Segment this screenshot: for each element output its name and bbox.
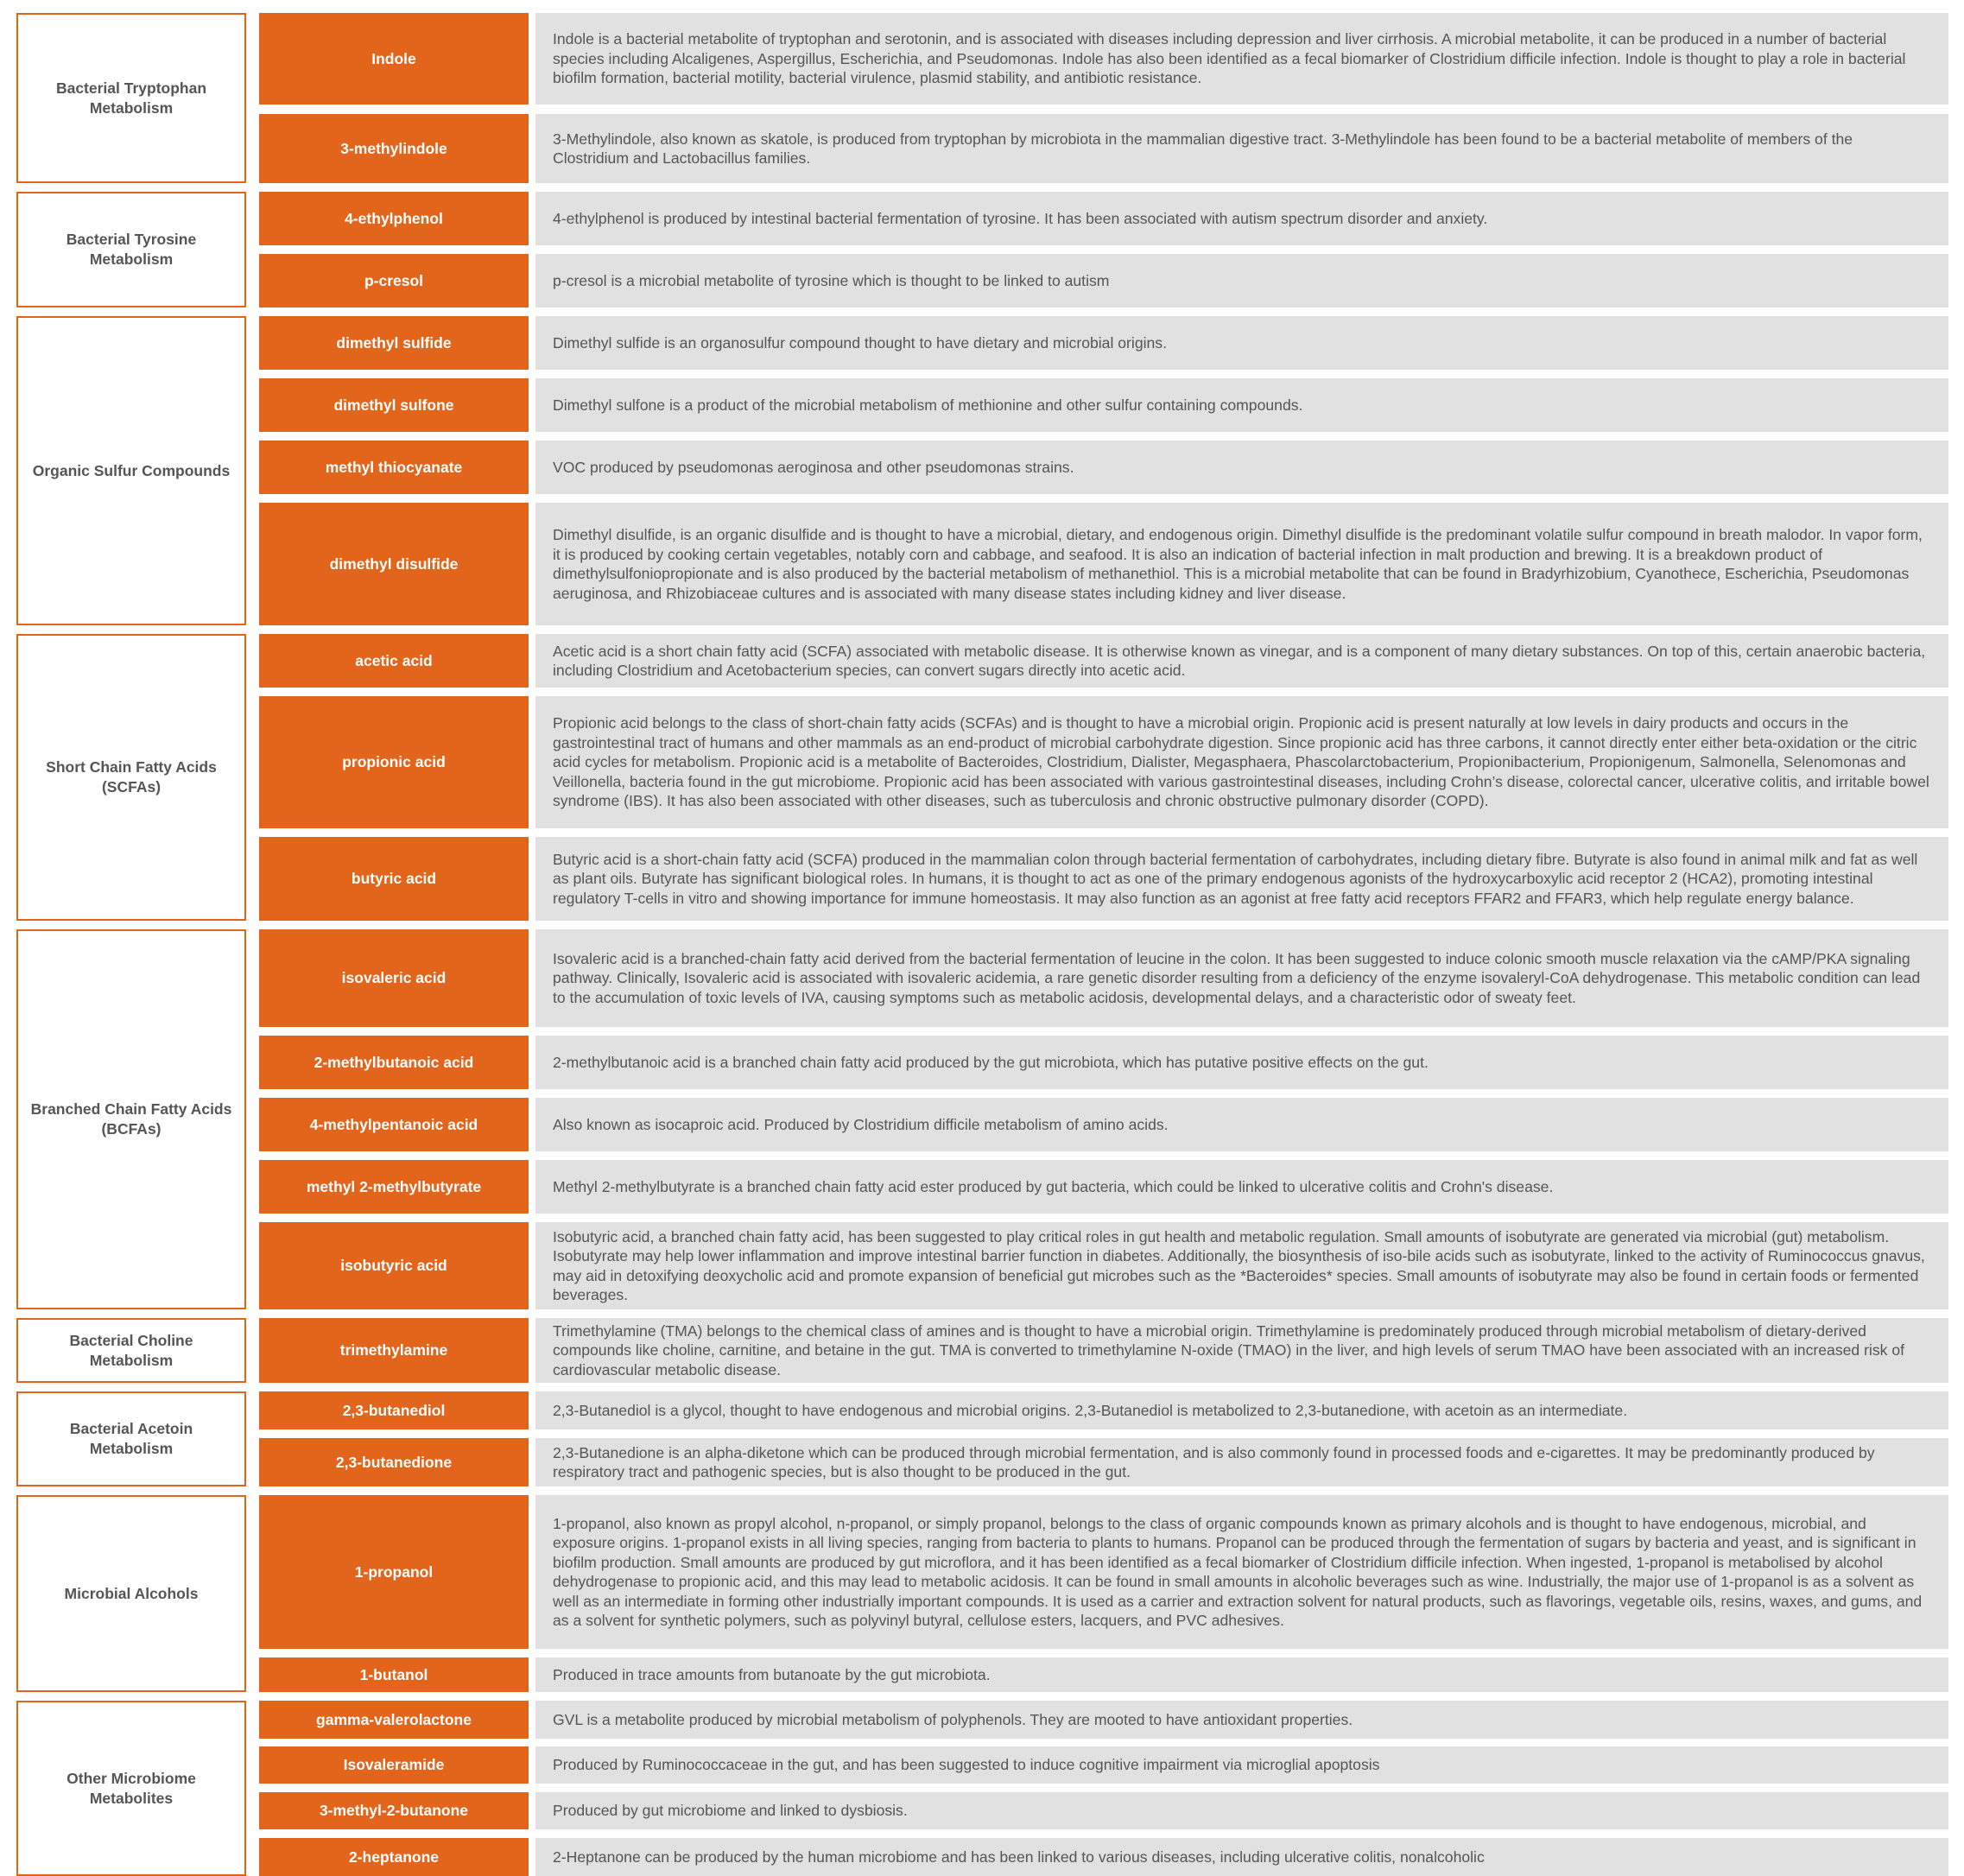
category-cell: Bacterial Tryptophan Metabolism	[16, 13, 246, 183]
compound-description-text: 2-Heptanone can be produced by the human microbiome and has been linked to various diseases, including ulcerative colitis, nonalcoholic	[553, 1847, 1485, 1866]
compound-name-cell: 2,3-butanediol	[259, 1391, 529, 1429]
compound-description-text: Dimethyl sulfone is a product of the microbial metabolism of methionine and other sulfur containing compounds.	[553, 396, 1303, 414]
compound-description-text: Methyl 2-methylbutyrate is a branched chain fatty acid ester produced by gut bacteria, which could be linked to ulcerative colitis and Crohn's disease.	[553, 1177, 1554, 1195]
compound-description-cell	[535, 1098, 1948, 1151]
compound-description-cell	[535, 929, 1948, 1027]
compound-name-cell: dimethyl disulfide	[259, 503, 529, 625]
compound-name-cell: isovaleric acid	[259, 929, 529, 1027]
compound-name-cell: isobutyric acid	[259, 1222, 529, 1309]
compound-name-cell: methyl thiocyanate	[259, 440, 529, 494]
compound-description-cell	[535, 378, 1948, 432]
compound-name-cell: 2-methylbutanoic acid	[259, 1036, 529, 1089]
compound-description-cell	[535, 13, 1948, 105]
compound-name-cell: methyl 2-methylbutyrate	[259, 1160, 529, 1214]
compound-name-cell: Isovaleramide	[259, 1746, 529, 1784]
category-cell: Bacterial Choline Metabolism	[16, 1318, 246, 1383]
compound-name-cell: dimethyl sulfide	[259, 316, 529, 370]
category-cell: Short Chain Fatty Acids (SCFAs)	[16, 634, 246, 921]
compound-description-text: 2-methylbutanoic acid is a branched chain fatty acid produced by the gut microbiota, which has putative positive effects on the gut.	[553, 1053, 1429, 1071]
compound-description-text: 2,3-Butanediol is a glycol, thought to have endogenous and microbial origins. 2,3-Butanediol is metabolized to 2,3-butanedione, with acetoin as an intermediate.	[553, 1401, 1628, 1419]
compound-description-cell	[535, 254, 1948, 307]
compound-description-cell	[535, 1160, 1948, 1214]
compound-description-cell	[535, 440, 1948, 494]
compound-description-text: 2,3-Butanedione is an alpha-diketone which can be produced through microbial fermentation, and is also commonly found in processed foods and e-cigarettes. It may be predominantly produced by respiratory tract and pathogenic species, but is also thought to be produced in the gut.	[553, 1443, 1875, 1480]
compound-description-cell	[535, 503, 1948, 625]
compound-name-cell: acetic acid	[259, 634, 529, 688]
compound-description-cell	[535, 114, 1948, 183]
compound-description-text: VOC produced by pseudomonas aeroginosa and other pseudomonas strains.	[553, 458, 1074, 476]
compound-description-text: Isobutyric acid, a branched chain fatty acid, has been suggested to play critical roles in gut health and metabolic regulation. Small amounts of isobutyrate are generated via microbial (gut) metabolism. Isobutyrate may help lower inflammation and improve intestinal barrier function in diabetes. Additionally, the biosynthesis of iso-bile acids such as isobutyrate, linked to the activity of Ruminococcus gnavus, may aid in detoxifying deoxycholic acid and promote expansion of beneficial gut microbes such as the *Bacteroides* species. Small amounts of isobutyrate may also be found in certain foods or fermented beverages.	[553, 1227, 1925, 1303]
compound-description-text: p-cresol is a microbial metabolite of tyrosine which is thought to be linked to autism	[553, 271, 1110, 289]
compound-description-text: Dimethyl disulfide, is an organic disulfide and is thought to have a microbial, dietary, and endogenous origin. Dimethyl disulfide is the predominant volatile sulfur compound in breath malodor. In vapor form, it is produced by cooking certain vegetables, notably corn and cabbage, and seafood. It is also an indication of bacterial infection in malt production and brewing. It is a breakdown product of dimethylsulfoniopropionate and is also produced by the bacterial metabolism of methanethiol. This is a microbial metabolite that can be found in Bradyrhizobium, Cyanothece, Escherichia, Pseudomonas aeruginosa, and Rhizobiaceae cultures and is associated with many disease states including kidney and liver disease.	[553, 526, 1923, 602]
category-cell: Bacterial Acetoin Metabolism	[16, 1391, 246, 1486]
compound-description-text: Indole is a bacterial metabolite of tryptophan and serotonin, and is associated with diseases including depression and liver cirrhosis. A microbial metabolite, it can be produced in a number of bacterial species including Alcaligenes, Aspergillus, Escherichia, and Pseudomonas. Indole has also been identified as a fecal biomarker of Clostridium difficile infection. Indole is thought to play a role in bacterial biofilm formation, bacterial motility, bacterial virulence, plasmid stability, and antibiotic resistance.	[553, 30, 1906, 87]
compound-name-cell: trimethylamine	[259, 1318, 529, 1383]
compound-description-text: 3-Methylindole, also known as skatole, is produced from tryptophan by microbiota in the mammalian digestive tract. 3-Methylindole has been found to be a bacterial metabolite of members of the Clostridium and Lactobacillus families.	[553, 130, 1853, 167]
compound-name-cell: 3-methyl-2-butanone	[259, 1792, 529, 1829]
compound-description-text: Acetic acid is a short chain fatty acid (SCFA) associated with metabolic disease. It is otherwise known as vinegar, and is a component of many dietary substances. On top of this, certain anaerobic bacteria, including Clostridium and Acetobacterium species, can convert sugars directly into acetic acid.	[553, 642, 1926, 679]
compound-name-cell: 2,3-butanedione	[259, 1438, 529, 1486]
compound-description-text: Butyric acid is a short-chain fatty acid (SCFA) produced in the mammalian colon through bacterial fermentation of carbohydrates, including dietary fibre. Butyrate is also found in animal milk and fat as well as plant oils. Butyrate has significant biological roles. In humans, it is thought to act as one of the primary endogenous agonists of the hydroxycarboxylic acid receptor 2 (HCA2), promoting intestinal regulatory T-cells in vitro and showing importance for immune homeostasis. It may also function as an agonist at free fatty acid receptors FFAR2 and FFAR3, which help regulate energy balance.	[553, 850, 1918, 907]
compound-description-cell	[535, 1438, 1948, 1486]
compound-description-cell	[535, 634, 1948, 688]
compound-name-cell: p-cresol	[259, 254, 529, 307]
compound-description-text: Produced by Ruminococcaceae in the gut, and has been suggested to induce cognitive impairment via microglial apoptosis	[553, 1756, 1380, 1774]
compound-name-cell: butyric acid	[259, 837, 529, 921]
compound-description-text: Trimethylamine (TMA) belongs to the chemical class of amines and is thought to have a microbial origin. Trimethylamine is predominately produced through microbial metabolism of dietary-derived compounds like choline, carnitine, and betaine in the gut. TMA is converted to trimethylamine N-oxide (TMAO) in the liver, and high levels of serum TMAO have been associated with an increased risk of cardiovascular metabolic disease.	[553, 1321, 1904, 1378]
compound-description-text: 4-ethylphenol is produced by intestinal bacterial fermentation of tyrosine. It has been associated with autism spectrum disorder and anxiety.	[553, 209, 1488, 227]
compound-description-cell	[535, 1222, 1948, 1309]
compound-name-cell: Indole	[259, 13, 529, 105]
compound-description-cell	[535, 1391, 1948, 1429]
category-cell: Microbial Alcohols	[16, 1495, 246, 1692]
compound-description-text: Isovaleric acid is a branched-chain fatty acid derived from the bacterial fermentation of leucine in the colon. It has been suggested to induce colonic smooth muscle relaxation via the cAMP/PKA signaling pathway. Clinically, Isovaleric acid is associated with isovaleric acidemia, a rare genetic disorder resulting from a deficiency of the enzyme isovaleryl-CoA dehydrogenase. This metabolic condition can lead to the accumulation of toxic levels of IVA, causing symptoms such as metabolic acidosis, developmental delays, and a characteristic odor of sweaty feet.	[553, 949, 1921, 1006]
compound-name-cell: 1-propanol	[259, 1495, 529, 1649]
compound-description-cell	[535, 1792, 1948, 1829]
compound-description-text: 1-propanol, also known as propyl alcohol, n-propanol, or simply propanol, belongs to the class of organic compounds known as primary alcohols and is thought to have endogenous, microbial, and exposure origins. 1-propanol exists in all living species, ranging from bacteria to plants to humans. Propanol can be produced through the fermentation of sugars by bacteria and yeast, and is significant in biofilm production. Small amounts are produced by gut microflora, and it has been identified as a fecal biomarker of Clostridium difficile infection. When ingested, 1-propanol is metabolised by alcohol dehydrogenase to propionic acid, and this may lead to metabolic acidosis. It can be found in small amounts in alcoholic beverages such as wine. Industrially, the major use of 1-propanol is as a solvent as well as an intermediate in forming other industrially important compounds. It is used as a carrier and extraction solvent for natural products, such as flavorings, vegetable oils, resins, waxes, and gums, and as a solvent for synthetic polymers, such as polyvinyl butyral, cellulose esters, lacquers, and PVC adhesives.	[553, 1514, 1923, 1629]
compound-description-text: Dimethyl sulfide is an organosulfur compound thought to have dietary and microbial origins.	[553, 333, 1167, 352]
compound-name-cell: propionic acid	[259, 696, 529, 828]
compound-name-cell: 3-methylindole	[259, 114, 529, 183]
compound-description-cell	[535, 837, 1948, 921]
compound-name-cell: 4-methylpentanoic acid	[259, 1098, 529, 1151]
compound-description-cell	[535, 1036, 1948, 1089]
compound-description-cell	[535, 1495, 1948, 1649]
compound-description-cell	[535, 316, 1948, 370]
category-cell: Branched Chain Fatty Acids (BCFAs)	[16, 929, 246, 1309]
compound-description-text: Produced by gut microbiome and linked to dysbiosis.	[553, 1802, 908, 1820]
compound-name-cell: gamma-valerolactone	[259, 1701, 529, 1739]
compound-description-text: Propionic acid belongs to the class of short-chain fatty acids (SCFAs) and is thought to have a microbial origin. Propionic acid is present naturally at low levels in dairy products and occurs in the gastrointestinal tract of humans and other mammals as an end-product of microbial carbohydrate digestion. Since propionic acid has three carbons, it cannot directly enter either beta-oxidation or the citric acid cycles for metabolism. Propionic acid is a metabolite of Bacteroides, Clostridium, Dialister, Megasphaera, Phascolarctobacterium, Propionibacterium, Propionigenum, Salmonella, Selenomonas and Veillonella, bacteria found in the gut microbiome. Propionic acid has been associated with various gastrointestinal diseases, including Crohn’s disease, colorectal cancer, ulcerative colitis, and irritable bowel syndrome (IBS). It has also been associated with other diseases, such as tuberculosis and chronic obstructive pulmonary disorder (COPD).	[553, 714, 1929, 810]
compound-name-cell: 2-heptanone	[259, 1838, 529, 1876]
category-cell: Other Microbiome Metabolites	[16, 1701, 246, 1876]
compound-description-cell	[535, 696, 1948, 828]
compound-description-cell	[535, 1701, 1948, 1739]
compound-description-cell	[535, 1318, 1948, 1383]
category-cell: Bacterial Tyrosine Metabolism	[16, 192, 246, 307]
category-cell: Organic Sulfur Compounds	[16, 316, 246, 625]
compound-description-cell	[535, 192, 1948, 245]
compound-name-cell: 1-butanol	[259, 1657, 529, 1692]
compound-description-text: GVL is a metabolite produced by microbial metabolism of polyphenols. They are mooted to have antioxidant properties.	[553, 1710, 1353, 1728]
compound-name-cell: 4-ethylphenol	[259, 192, 529, 245]
compound-description-text: Also known as isocaproic acid. Produced by Clostridium difficile metabolism of amino acids.	[553, 1115, 1169, 1133]
compound-name-cell: dimethyl sulfone	[259, 378, 529, 432]
compound-description-cell	[535, 1746, 1948, 1784]
compound-description-cell	[535, 1657, 1948, 1692]
compound-description-text: Produced in trace amounts from butanoate by the gut microbiota.	[553, 1665, 991, 1683]
compound-description-cell	[535, 1838, 1948, 1876]
